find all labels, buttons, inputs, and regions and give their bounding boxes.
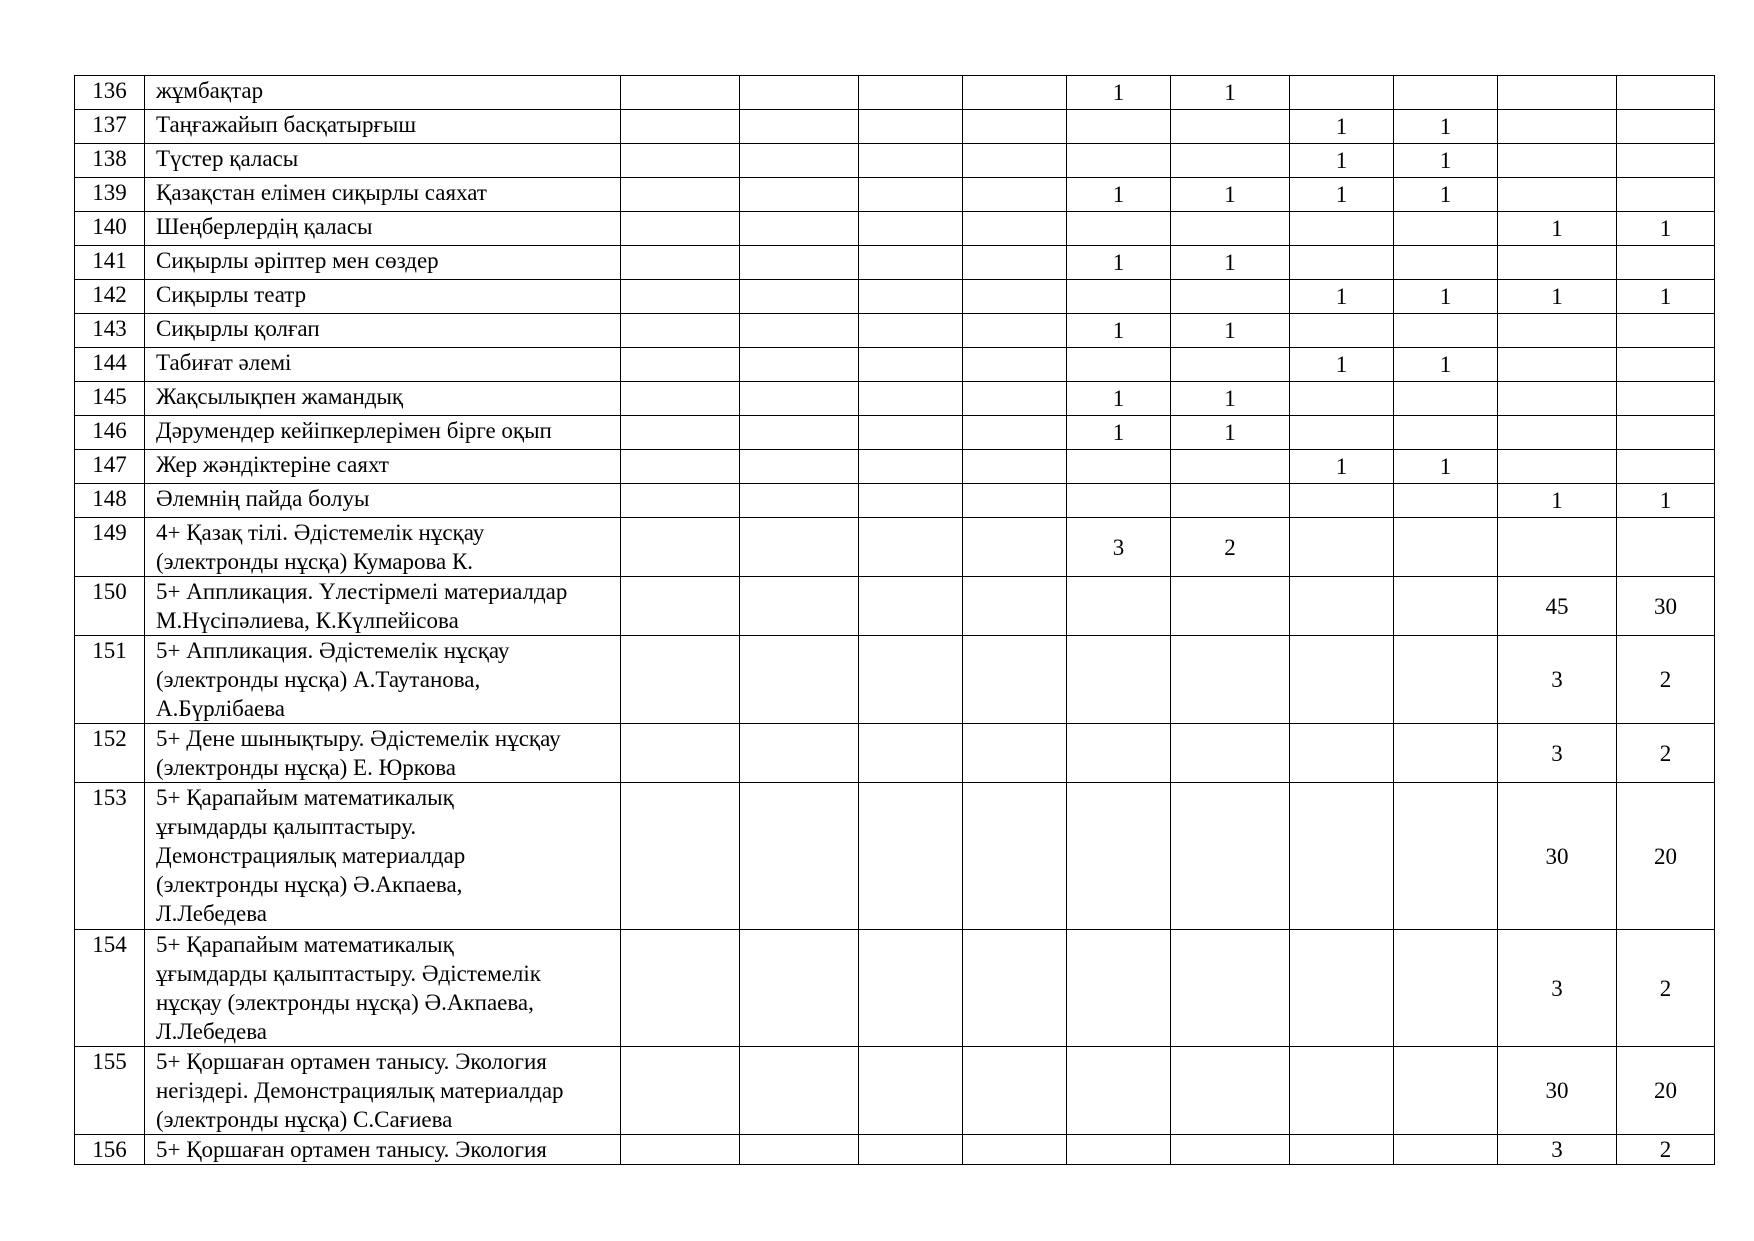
quantity-cell bbox=[740, 144, 859, 178]
quantity-cell bbox=[859, 1135, 963, 1165]
quantity-cell bbox=[1617, 178, 1715, 212]
quantity-cell: 30 bbox=[1498, 1047, 1617, 1135]
quantity-cell bbox=[1394, 1135, 1498, 1165]
quantity-cell bbox=[1067, 484, 1171, 518]
quantity-cell: 1 bbox=[1617, 212, 1715, 246]
quantity-cell bbox=[1067, 1135, 1171, 1165]
quantity-cell: 45 bbox=[1498, 577, 1617, 636]
quantity-cell: 1 bbox=[1498, 280, 1617, 314]
quantity-cell bbox=[963, 348, 1067, 382]
quantity-cell bbox=[621, 110, 740, 144]
quantity-cell bbox=[621, 484, 740, 518]
quantity-cell bbox=[1290, 76, 1394, 110]
quantity-cell bbox=[740, 416, 859, 450]
row-title: 5+ Қоршаған ортамен танысу. Экология bbox=[145, 1135, 621, 1165]
quantity-cell bbox=[1067, 724, 1171, 783]
row-number: 149 bbox=[75, 518, 145, 577]
row-title: 5+ Қарапайым математикалық ұғымдарды қалыптастыру. Демонстрациялық материалдар (электронды нұсқа) Ә.Акпаева, Л.Лебедева bbox=[145, 783, 621, 930]
row-title: 5+ Қоршаған ортамен танысу. Экология негіздері. Демонстрациялық материалдар (электронды нұсқа) С.Сағиева bbox=[145, 1047, 621, 1135]
quantity-cell bbox=[1171, 110, 1290, 144]
quantity-cell bbox=[1290, 416, 1394, 450]
row-number: 151 bbox=[75, 636, 145, 724]
quantity-cell: 1 bbox=[1067, 76, 1171, 110]
row-title: 5+ Дене шынықтыру. Әдістемелік нұсқау (электронды нұсқа) Е. Юркова bbox=[145, 724, 621, 783]
quantity-cell bbox=[740, 280, 859, 314]
quantity-cell bbox=[1394, 783, 1498, 930]
quantity-cell bbox=[1171, 783, 1290, 930]
quantity-cell bbox=[859, 110, 963, 144]
table-row bbox=[75, 416, 1715, 450]
quantity-cell bbox=[740, 724, 859, 783]
quantity-cell bbox=[740, 783, 859, 930]
quantity-cell bbox=[1067, 144, 1171, 178]
quantity-cell bbox=[740, 636, 859, 724]
quantity-cell bbox=[1498, 450, 1617, 484]
quantity-cell bbox=[1290, 724, 1394, 783]
quantity-cell bbox=[740, 110, 859, 144]
quantity-cell bbox=[1617, 348, 1715, 382]
row-number: 141 bbox=[75, 246, 145, 280]
table-row bbox=[75, 144, 1715, 178]
quantity-cell bbox=[1171, 212, 1290, 246]
row-number: 137 bbox=[75, 110, 145, 144]
quantity-cell bbox=[1617, 416, 1715, 450]
quantity-cell bbox=[1394, 577, 1498, 636]
quantity-cell: 1 bbox=[1394, 450, 1498, 484]
table-row bbox=[75, 636, 1715, 724]
quantity-cell bbox=[859, 930, 963, 1047]
row-number: 140 bbox=[75, 212, 145, 246]
table-body bbox=[75, 76, 1715, 1165]
row-title: Жақсылықпен жамандық bbox=[145, 382, 621, 416]
row-title: Табиғат әлемі bbox=[145, 348, 621, 382]
quantity-cell bbox=[621, 930, 740, 1047]
quantity-cell bbox=[963, 518, 1067, 577]
quantity-cell bbox=[1171, 636, 1290, 724]
table-row bbox=[75, 724, 1715, 783]
quantity-cell: 2 bbox=[1617, 1135, 1715, 1165]
quantity-cell bbox=[859, 348, 963, 382]
quantity-cell bbox=[1617, 144, 1715, 178]
quantity-cell bbox=[740, 314, 859, 348]
quantity-cell: 1 bbox=[1498, 212, 1617, 246]
quantity-cell bbox=[1617, 450, 1715, 484]
quantity-cell bbox=[963, 382, 1067, 416]
quantity-cell bbox=[621, 178, 740, 212]
quantity-cell bbox=[1394, 212, 1498, 246]
quantity-cell bbox=[1617, 110, 1715, 144]
quantity-cell bbox=[1290, 212, 1394, 246]
quantity-cell: 3 bbox=[1498, 724, 1617, 783]
quantity-cell bbox=[740, 382, 859, 416]
quantity-cell bbox=[1067, 636, 1171, 724]
quantity-cell bbox=[1067, 348, 1171, 382]
quantity-cell bbox=[1171, 484, 1290, 518]
row-number: 146 bbox=[75, 416, 145, 450]
quantity-cell bbox=[859, 484, 963, 518]
quantity-cell bbox=[859, 76, 963, 110]
quantity-cell bbox=[1394, 484, 1498, 518]
quantity-cell bbox=[1617, 518, 1715, 577]
quantity-cell bbox=[1498, 110, 1617, 144]
row-number: 144 bbox=[75, 348, 145, 382]
row-number: 155 bbox=[75, 1047, 145, 1135]
quantity-cell: 1 bbox=[1171, 76, 1290, 110]
quantity-cell bbox=[963, 110, 1067, 144]
quantity-cell bbox=[621, 416, 740, 450]
quantity-cell bbox=[1171, 1047, 1290, 1135]
quantity-cell bbox=[1617, 314, 1715, 348]
quantity-cell bbox=[1171, 144, 1290, 178]
quantity-cell bbox=[621, 212, 740, 246]
quantity-cell bbox=[859, 416, 963, 450]
quantity-cell bbox=[1171, 1135, 1290, 1165]
quantity-cell bbox=[1394, 930, 1498, 1047]
row-number: 150 bbox=[75, 577, 145, 636]
quantity-cell bbox=[1290, 577, 1394, 636]
quantity-cell bbox=[1067, 280, 1171, 314]
quantity-cell bbox=[740, 518, 859, 577]
quantity-cell: 3 bbox=[1067, 518, 1171, 577]
quantity-cell bbox=[859, 724, 963, 783]
row-title: Сиқырлы театр bbox=[145, 280, 621, 314]
quantity-cell: 1 bbox=[1290, 348, 1394, 382]
quantity-cell bbox=[621, 783, 740, 930]
row-title: Әлемнің пайда болуы bbox=[145, 484, 621, 518]
quantity-cell: 2 bbox=[1617, 724, 1715, 783]
quantity-cell bbox=[1498, 348, 1617, 382]
quantity-cell: 1 bbox=[1290, 450, 1394, 484]
quantity-cell: 1 bbox=[1171, 178, 1290, 212]
quantity-cell: 30 bbox=[1498, 783, 1617, 930]
quantity-cell: 2 bbox=[1617, 930, 1715, 1047]
quantity-cell bbox=[859, 314, 963, 348]
quantity-cell bbox=[740, 450, 859, 484]
quantity-cell: 1 bbox=[1498, 484, 1617, 518]
table-row bbox=[75, 1135, 1715, 1165]
quantity-cell bbox=[621, 280, 740, 314]
quantity-cell bbox=[1617, 76, 1715, 110]
quantity-cell bbox=[740, 178, 859, 212]
quantity-cell bbox=[740, 348, 859, 382]
row-number: 153 bbox=[75, 783, 145, 930]
row-title: Шеңберлердің қаласы bbox=[145, 212, 621, 246]
quantity-cell: 2 bbox=[1617, 636, 1715, 724]
quantity-cell bbox=[859, 450, 963, 484]
quantity-cell bbox=[740, 577, 859, 636]
table-row bbox=[75, 1047, 1715, 1135]
quantity-cell bbox=[1617, 382, 1715, 416]
row-title: Жер жәндіктеріне саяхт bbox=[145, 450, 621, 484]
row-number: 138 bbox=[75, 144, 145, 178]
quantity-cell bbox=[963, 76, 1067, 110]
quantity-cell bbox=[963, 484, 1067, 518]
quantity-cell bbox=[621, 724, 740, 783]
row-number: 139 bbox=[75, 178, 145, 212]
row-title: 5+ Қарапайым математикалық ұғымдарды қалыптастыру. Әдістемелік нұсқау (электронды нұсқа) Ә.Акпаева, Л.Лебедева bbox=[145, 930, 621, 1047]
row-number: 145 bbox=[75, 382, 145, 416]
quantity-cell bbox=[1171, 280, 1290, 314]
quantity-cell bbox=[859, 280, 963, 314]
quantity-cell bbox=[963, 577, 1067, 636]
row-title: 4+ Қазақ тілі. Әдістемелік нұсқау (электронды нұсқа) Кумарова К. bbox=[145, 518, 621, 577]
quantity-cell: 1 bbox=[1171, 382, 1290, 416]
row-number: 152 bbox=[75, 724, 145, 783]
quantity-cell: 1 bbox=[1171, 246, 1290, 280]
quantity-cell: 1 bbox=[1067, 246, 1171, 280]
quantity-cell: 30 bbox=[1617, 577, 1715, 636]
quantity-cell bbox=[963, 783, 1067, 930]
quantity-cell bbox=[1498, 416, 1617, 450]
quantity-cell bbox=[1290, 1047, 1394, 1135]
quantity-cell bbox=[1067, 450, 1171, 484]
quantity-cell: 1 bbox=[1617, 484, 1715, 518]
quantity-cell bbox=[621, 144, 740, 178]
quantity-cell: 1 bbox=[1171, 314, 1290, 348]
quantity-cell bbox=[621, 348, 740, 382]
quantity-cell: 1 bbox=[1290, 144, 1394, 178]
quantity-cell bbox=[963, 450, 1067, 484]
quantity-cell bbox=[1171, 348, 1290, 382]
quantity-cell bbox=[859, 636, 963, 724]
quantity-cell bbox=[621, 1135, 740, 1165]
quantity-cell bbox=[859, 518, 963, 577]
row-title: 5+ Аппликация. Үлестірмелі материалдар М.Нүсіпәлиева, К.Күлпейісова bbox=[145, 577, 621, 636]
quantity-cell bbox=[1290, 636, 1394, 724]
row-number: 143 bbox=[75, 314, 145, 348]
quantity-cell bbox=[740, 246, 859, 280]
quantity-cell bbox=[740, 930, 859, 1047]
quantity-cell bbox=[1498, 382, 1617, 416]
row-number: 148 bbox=[75, 484, 145, 518]
quantity-cell: 1 bbox=[1290, 178, 1394, 212]
quantity-cell bbox=[1290, 246, 1394, 280]
quantity-cell bbox=[1067, 110, 1171, 144]
quantity-cell bbox=[1067, 1047, 1171, 1135]
quantity-cell bbox=[1171, 577, 1290, 636]
table-row bbox=[75, 783, 1715, 930]
table-row bbox=[75, 178, 1715, 212]
table-row bbox=[75, 484, 1715, 518]
quantity-cell bbox=[963, 178, 1067, 212]
quantity-cell bbox=[859, 144, 963, 178]
quantity-cell: 1 bbox=[1394, 144, 1498, 178]
quantity-cell bbox=[1394, 246, 1498, 280]
table-row bbox=[75, 348, 1715, 382]
quantity-cell bbox=[621, 636, 740, 724]
quantity-cell bbox=[621, 450, 740, 484]
quantity-cell bbox=[1290, 518, 1394, 577]
quantity-cell bbox=[621, 1047, 740, 1135]
quantity-cell: 3 bbox=[1498, 930, 1617, 1047]
quantity-cell bbox=[740, 76, 859, 110]
quantity-cell: 1 bbox=[1067, 314, 1171, 348]
quantity-cell bbox=[1394, 724, 1498, 783]
quantity-cell: 1 bbox=[1290, 280, 1394, 314]
quantity-cell bbox=[963, 636, 1067, 724]
quantity-cell bbox=[1394, 416, 1498, 450]
quantity-cell bbox=[1394, 518, 1498, 577]
row-number: 136 bbox=[75, 76, 145, 110]
row-title: Таңғажайып басқатырғыш bbox=[145, 110, 621, 144]
quantity-cell bbox=[963, 1047, 1067, 1135]
quantity-cell bbox=[1067, 930, 1171, 1047]
quantity-cell bbox=[1394, 76, 1498, 110]
quantity-cell bbox=[859, 246, 963, 280]
quantity-cell: 3 bbox=[1498, 1135, 1617, 1165]
quantity-cell bbox=[859, 577, 963, 636]
quantity-cell bbox=[740, 1047, 859, 1135]
quantity-cell: 1 bbox=[1394, 348, 1498, 382]
quantity-cell bbox=[740, 1135, 859, 1165]
quantity-cell bbox=[1290, 382, 1394, 416]
quantity-cell bbox=[1290, 783, 1394, 930]
row-title: Қазақстан елімен сиқырлы саяхат bbox=[145, 178, 621, 212]
quantity-cell: 1 bbox=[1067, 416, 1171, 450]
quantity-cell bbox=[963, 144, 1067, 178]
quantity-cell bbox=[1394, 382, 1498, 416]
row-title: 5+ Аппликация. Әдістемелік нұсқау (электронды нұсқа) А.Таутанова, А.Бүрлібаева bbox=[145, 636, 621, 724]
table-row bbox=[75, 246, 1715, 280]
quantity-cell: 1 bbox=[1290, 110, 1394, 144]
quantity-cell: 1 bbox=[1067, 178, 1171, 212]
quantity-cell bbox=[859, 212, 963, 246]
quantity-cell: 1 bbox=[1067, 382, 1171, 416]
quantity-cell bbox=[1067, 212, 1171, 246]
quantity-cell bbox=[859, 783, 963, 930]
table-row bbox=[75, 280, 1715, 314]
quantity-cell: 1 bbox=[1394, 110, 1498, 144]
quantity-cell: 2 bbox=[1171, 518, 1290, 577]
quantity-cell: 1 bbox=[1617, 280, 1715, 314]
row-title: Сиқырлы әріптер мен сөздер bbox=[145, 246, 621, 280]
quantity-cell bbox=[963, 280, 1067, 314]
quantity-cell bbox=[963, 930, 1067, 1047]
quantity-cell bbox=[1498, 178, 1617, 212]
quantity-cell bbox=[963, 1135, 1067, 1165]
quantity-cell bbox=[963, 314, 1067, 348]
quantity-cell bbox=[740, 212, 859, 246]
quantity-cell bbox=[1617, 246, 1715, 280]
quantity-cell bbox=[963, 212, 1067, 246]
table-row bbox=[75, 110, 1715, 144]
row-title: Түстер қаласы bbox=[145, 144, 621, 178]
quantity-cell bbox=[859, 382, 963, 416]
quantity-cell bbox=[1290, 1135, 1394, 1165]
quantity-cell bbox=[963, 416, 1067, 450]
quantity-cell bbox=[1171, 724, 1290, 783]
quantity-cell bbox=[621, 314, 740, 348]
quantity-cell bbox=[1290, 314, 1394, 348]
quantity-cell bbox=[1394, 314, 1498, 348]
quantity-cell bbox=[859, 178, 963, 212]
quantity-cell bbox=[621, 246, 740, 280]
table-row bbox=[75, 577, 1715, 636]
quantity-cell bbox=[1498, 144, 1617, 178]
quantity-cell: 3 bbox=[1498, 636, 1617, 724]
table-row bbox=[75, 76, 1715, 110]
table-row bbox=[75, 930, 1715, 1047]
quantity-cell bbox=[1171, 930, 1290, 1047]
quantity-cell bbox=[1394, 636, 1498, 724]
row-title: Дәрумендер кейіпкерлерімен бірге оқып bbox=[145, 416, 621, 450]
row-number: 142 bbox=[75, 280, 145, 314]
quantity-cell: 20 bbox=[1617, 783, 1715, 930]
row-number: 147 bbox=[75, 450, 145, 484]
quantity-cell bbox=[859, 1047, 963, 1135]
row-number: 154 bbox=[75, 930, 145, 1047]
quantity-cell bbox=[1498, 518, 1617, 577]
quantity-cell bbox=[1171, 450, 1290, 484]
quantity-cell: 1 bbox=[1394, 280, 1498, 314]
quantity-cell: 1 bbox=[1394, 178, 1498, 212]
quantity-cell bbox=[740, 484, 859, 518]
quantity-cell bbox=[1067, 577, 1171, 636]
quantity-cell bbox=[1290, 930, 1394, 1047]
row-title: жұмбақтар bbox=[145, 76, 621, 110]
quantity-cell bbox=[1290, 484, 1394, 518]
quantity-cell bbox=[963, 246, 1067, 280]
table-row bbox=[75, 212, 1715, 246]
quantity-cell bbox=[1394, 1047, 1498, 1135]
quantity-cell bbox=[1498, 76, 1617, 110]
row-title: Сиқырлы қолғап bbox=[145, 314, 621, 348]
quantity-cell bbox=[621, 518, 740, 577]
quantity-cell bbox=[1067, 783, 1171, 930]
table-row bbox=[75, 450, 1715, 484]
table-row bbox=[75, 518, 1715, 577]
table-row bbox=[75, 314, 1715, 348]
quantity-cell: 20 bbox=[1617, 1047, 1715, 1135]
quantity-cell bbox=[621, 577, 740, 636]
quantity-cell bbox=[1498, 314, 1617, 348]
quantity-cell bbox=[963, 724, 1067, 783]
quantity-cell bbox=[1498, 246, 1617, 280]
quantity-cell bbox=[621, 76, 740, 110]
inventory-table bbox=[74, 75, 1715, 1165]
quantity-cell bbox=[621, 382, 740, 416]
quantity-cell: 1 bbox=[1171, 416, 1290, 450]
table-row bbox=[75, 382, 1715, 416]
row-number: 156 bbox=[75, 1135, 145, 1165]
